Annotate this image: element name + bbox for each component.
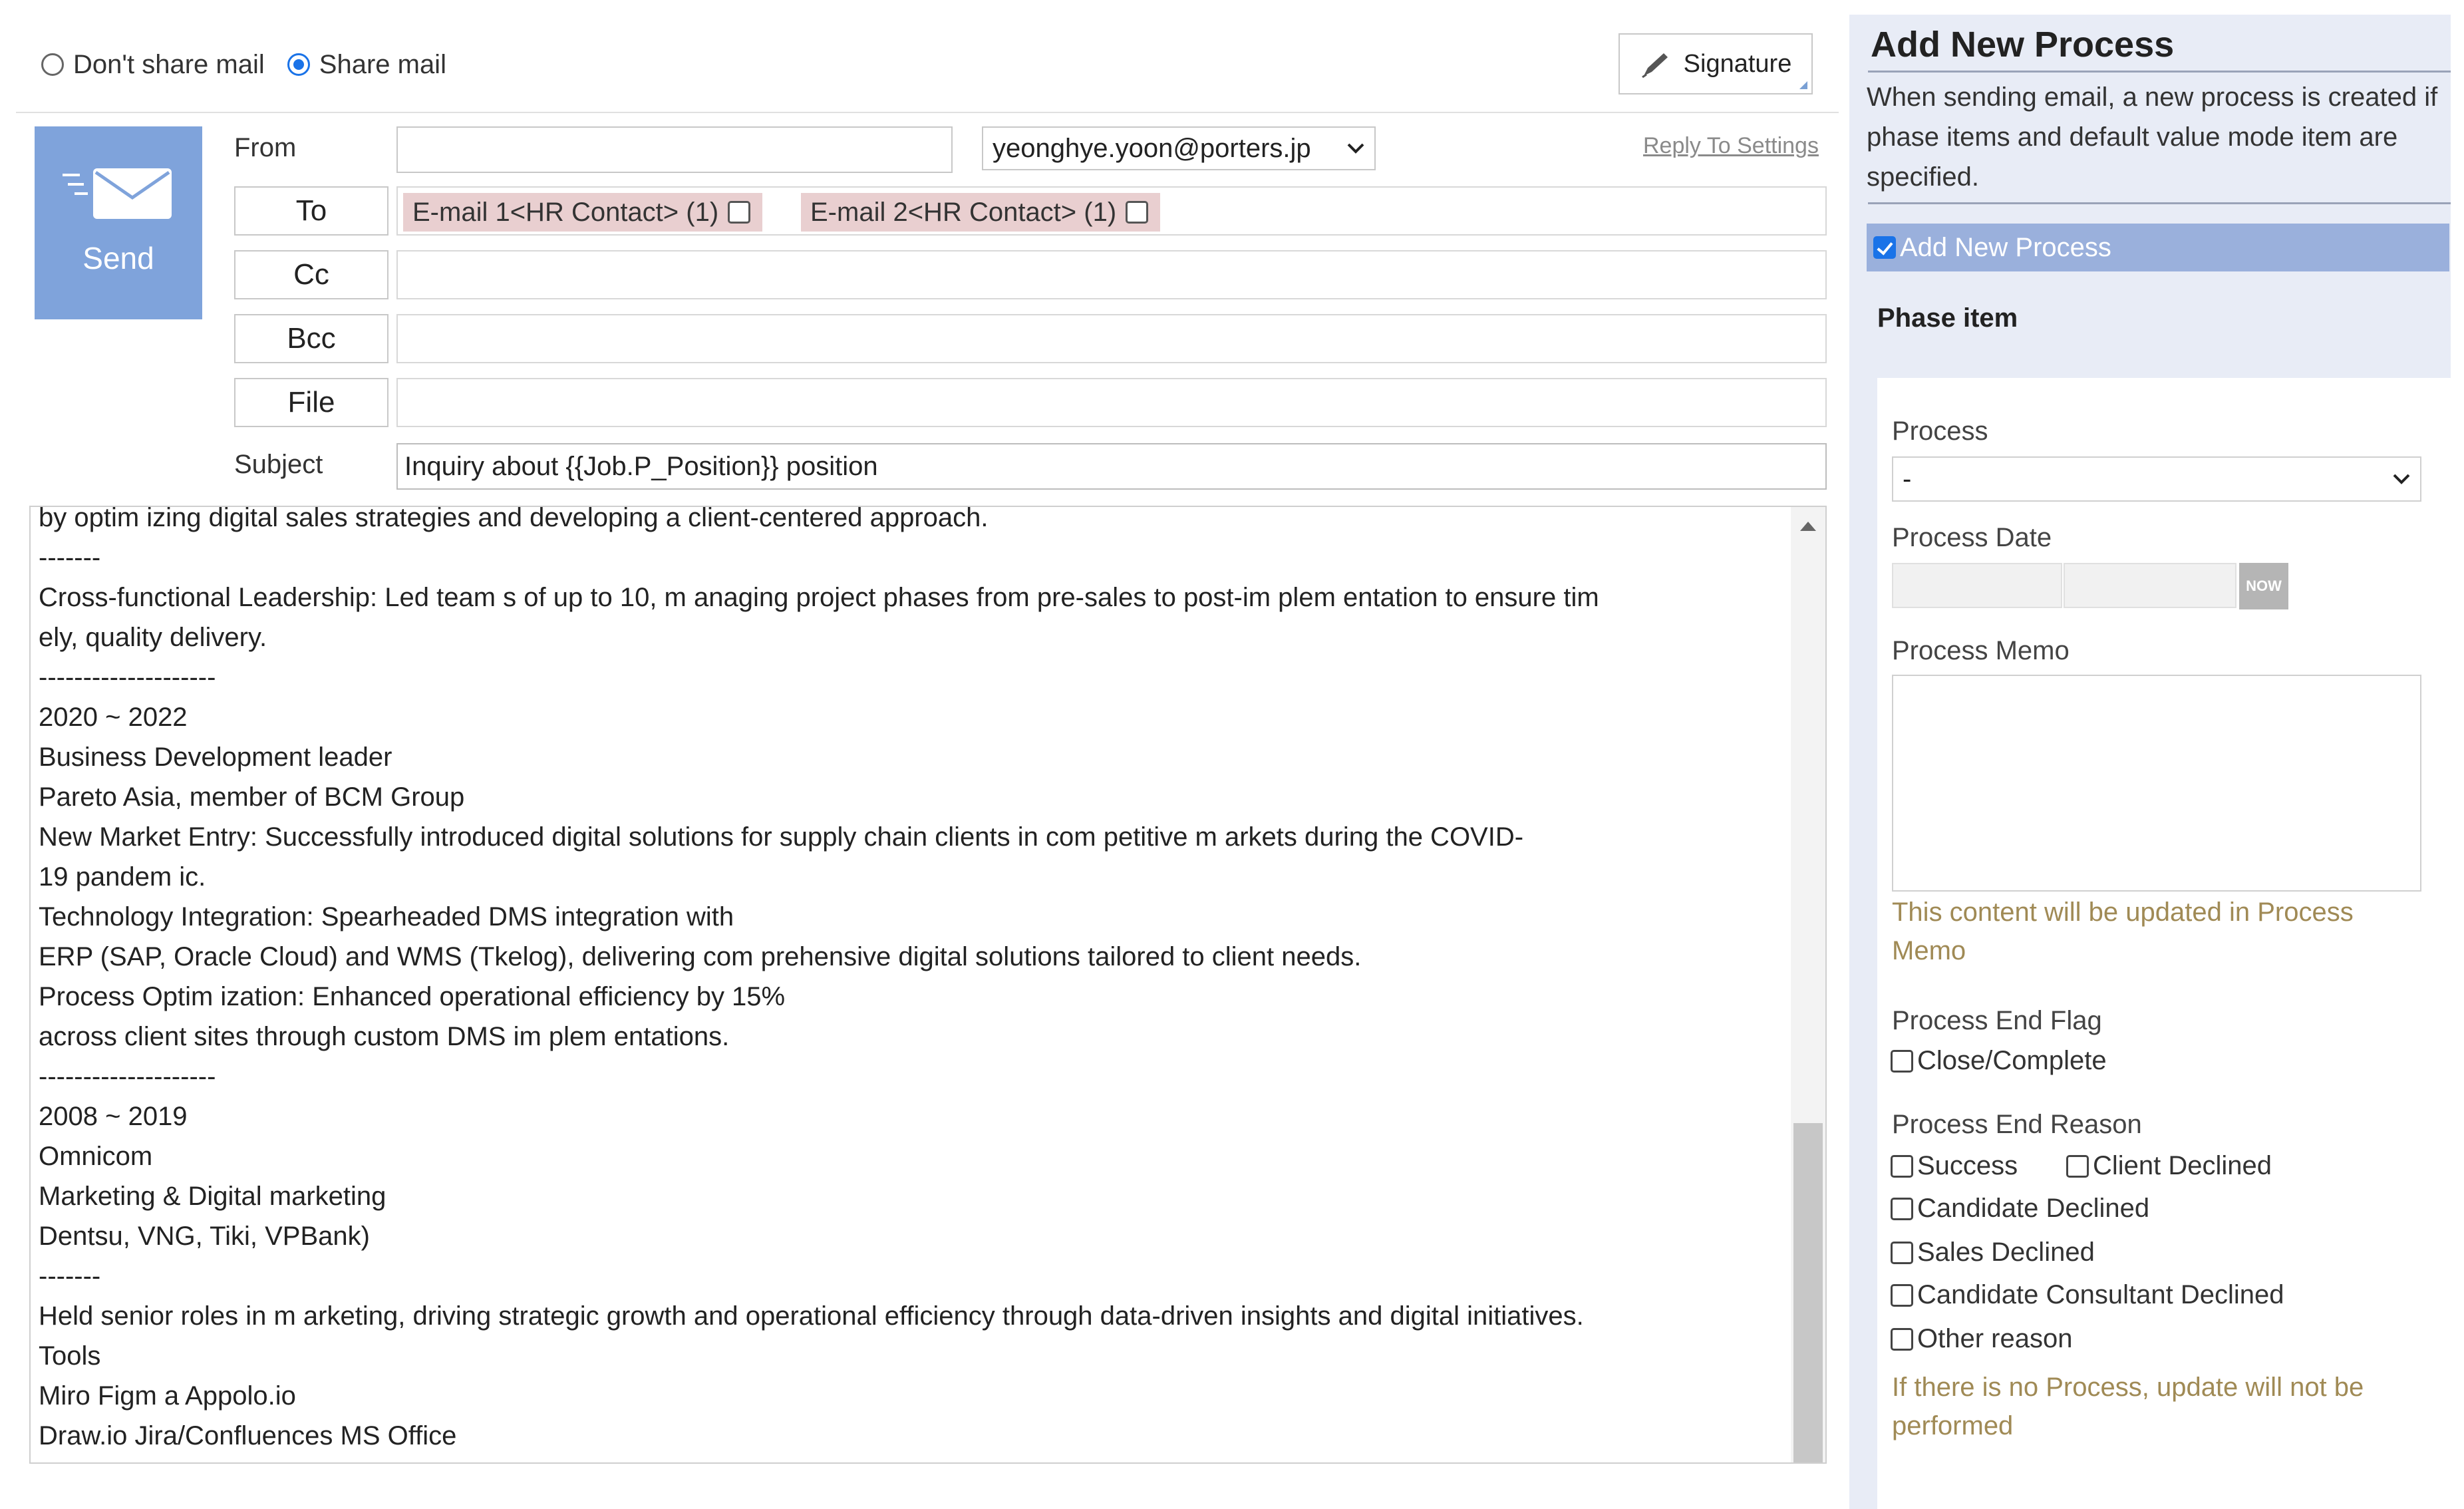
reason-success[interactable] <box>1891 1151 2018 1181</box>
reason-sales-declined[interactable] <box>1891 1238 2095 1267</box>
body-line: Dentsu, VNG, Tiki, VPBank) <box>39 1222 370 1251</box>
panel-description: When sending email, a new process is created if phase items and default value mode item are specified. <box>1867 83 2438 192</box>
recipient-chip-1[interactable] <box>403 193 762 232</box>
bcc-field[interactable] <box>396 314 1827 363</box>
body-line: across client sites through custom DMS im plem entations. <box>39 1022 730 1051</box>
memo-note: This content will be updated in Process Memo <box>1892 898 2354 965</box>
body-line: Omnicom <box>39 1142 153 1171</box>
body-line: 2020 ~ 2022 <box>39 703 188 732</box>
reason-checkbox[interactable] <box>1891 1328 1913 1351</box>
mail-body-text <box>39 506 1795 1456</box>
signature-button[interactable] <box>1618 33 1813 94</box>
body-line: Draw.io Jira/Confluences MS Office <box>39 1421 457 1450</box>
recipient-checkbox[interactable] <box>728 201 750 224</box>
process-select[interactable] <box>1892 456 2421 502</box>
process-end-flag-label: Process End Flag <box>1892 1006 2102 1035</box>
body-line: New Market Entry: Successfully introduced digital solutions for supply chain clients in com petitive m arkets during the COVID- <box>39 822 1524 852</box>
mail-body-editor[interactable] <box>29 506 1827 1464</box>
envelope-icon <box>59 163 178 223</box>
add-new-process-label: Add New Process <box>1900 232 2111 262</box>
from-account-value: yeonghye.yoon@porters.jp <box>993 133 1311 163</box>
body-line: ely, quality delivery. <box>39 623 267 652</box>
reason-label: Success <box>1917 1151 2018 1180</box>
share-mail-label[interactable]: Share mail <box>319 49 446 79</box>
process-label: Process <box>1892 417 1988 446</box>
reason-checkbox[interactable] <box>1891 1284 1913 1307</box>
body-line: Pareto Asia, member of BCM Group <box>39 782 465 812</box>
process-select-value: - <box>1903 464 1912 494</box>
body-line: Process Optim ization: Enhanced operational efficiency by 15% <box>39 982 786 1011</box>
reason-client-declined[interactable] <box>2066 1151 2272 1181</box>
process-end-reason-label: Process End Reason <box>1892 1110 2142 1139</box>
from-name-input[interactable] <box>396 126 953 173</box>
body-line: ERP (SAP, Oracle Cloud) and WMS (Tkelog), delivering com prehensive digital solutions tailored to client needs. <box>39 942 1362 971</box>
reason-checkbox[interactable] <box>2066 1155 2089 1178</box>
reason-label: Candidate Declined <box>1917 1194 2150 1223</box>
file-field[interactable] <box>396 378 1827 427</box>
body-line: -------------------- <box>39 663 216 692</box>
body-line: by optim izing digital sales strategies and developing a client-centered approach. <box>39 506 989 532</box>
chevron-down-icon <box>1346 142 1365 155</box>
dont-share-label[interactable]: Don't share mail <box>73 49 265 79</box>
from-account-select[interactable] <box>982 126 1376 170</box>
reason-checkbox[interactable] <box>1891 1198 1913 1220</box>
body-line: Cross-functional Leadership: Led team s of up to 10, m anaging project phases from pre-sales to post-im plem entation to ensure tim <box>39 583 1599 612</box>
process-memo-label: Process Memo <box>1892 636 2070 665</box>
body-scroll-thumb[interactable] <box>1793 1123 1823 1462</box>
send-button[interactable] <box>35 126 202 319</box>
now-button[interactable]: NOW <box>2239 563 2288 609</box>
reason-other[interactable] <box>1891 1324 2072 1354</box>
process-date-input[interactable] <box>1892 563 2062 608</box>
recipient-chip-2[interactable] <box>801 193 1160 232</box>
body-line: Held senior roles in m arketing, driving strategic growth and operational efficiency through data-driven insights and digital initiatives. <box>39 1301 1584 1331</box>
reason-label: Other reason <box>1917 1324 2073 1353</box>
signature-label: Signature <box>1683 49 1792 78</box>
panel-divider <box>1868 71 2451 73</box>
subject-label: Subject <box>234 450 323 479</box>
add-new-process-toggle[interactable] <box>1867 224 2449 271</box>
share-mail-radio[interactable] <box>287 53 310 76</box>
recipient-chip-label: E-mail 2<HR Contact> (1) <box>810 197 1117 227</box>
body-line: Miro Figm a Appolo.io <box>39 1381 296 1411</box>
pen-icon <box>1640 49 1672 79</box>
reply-to-settings-link[interactable]: Reply To Settings <box>1643 133 1819 158</box>
body-line: Business Development leader <box>39 743 392 772</box>
add-new-process-checkbox[interactable] <box>1873 236 1896 259</box>
file-button[interactable]: File <box>234 378 388 427</box>
send-label: Send <box>82 241 154 275</box>
to-field[interactable] <box>396 186 1827 236</box>
footer-note: If there is no Process, update will not be performed <box>1892 1373 2364 1440</box>
body-line: Tools <box>39 1341 101 1371</box>
body-line: ------- <box>39 543 101 572</box>
panel-divider <box>1868 202 2451 204</box>
panel-title: Add New Process <box>1871 25 2175 65</box>
reason-candidate-declined[interactable] <box>1891 1194 2149 1224</box>
process-date-label: Process Date <box>1892 523 2052 552</box>
subject-input[interactable]: Inquiry about {{Job.P_Position}} position <box>396 443 1827 490</box>
reason-label: Candidate Consultant Declined <box>1917 1280 2284 1309</box>
share-options <box>41 41 460 88</box>
cc-field[interactable] <box>396 250 1827 299</box>
body-line: 2008 ~ 2019 <box>39 1102 188 1131</box>
scroll-up-arrow-icon[interactable] <box>1800 522 1816 531</box>
close-complete-label: Close/Complete <box>1917 1046 2107 1075</box>
body-line: Marketing & Digital marketing <box>39 1182 386 1211</box>
recipient-chip-label: E-mail 1<HR Contact> (1) <box>412 197 719 227</box>
bcc-button[interactable]: Bcc <box>234 314 388 363</box>
process-time-input[interactable] <box>2064 563 2236 608</box>
chevron-down-icon <box>2392 472 2411 486</box>
reason-checkbox[interactable] <box>1891 1155 1913 1178</box>
cc-button[interactable]: Cc <box>234 250 388 299</box>
dont-share-radio[interactable] <box>41 53 64 76</box>
process-memo-textarea[interactable] <box>1892 675 2421 892</box>
reason-candidate-consultant-declined[interactable] <box>1891 1280 2284 1310</box>
close-complete-option[interactable] <box>1891 1046 2107 1076</box>
recipient-checkbox[interactable] <box>1126 201 1148 224</box>
close-complete-checkbox[interactable] <box>1891 1050 1913 1073</box>
divider <box>16 112 1839 113</box>
body-line: 19 pandem ic. <box>39 862 206 892</box>
body-line: ------- <box>39 1261 101 1291</box>
reason-label: Sales Declined <box>1917 1238 2095 1267</box>
body-line: Technology Integration: Spearheaded DMS integration with <box>39 902 734 931</box>
from-label: From <box>234 133 297 162</box>
to-button[interactable]: To <box>234 186 388 236</box>
body-line: -------------------- <box>39 1062 216 1091</box>
phase-item-heading: Phase item <box>1877 303 2018 333</box>
reason-checkbox[interactable] <box>1891 1242 1913 1264</box>
reason-label: Client Declined <box>2093 1151 2272 1180</box>
